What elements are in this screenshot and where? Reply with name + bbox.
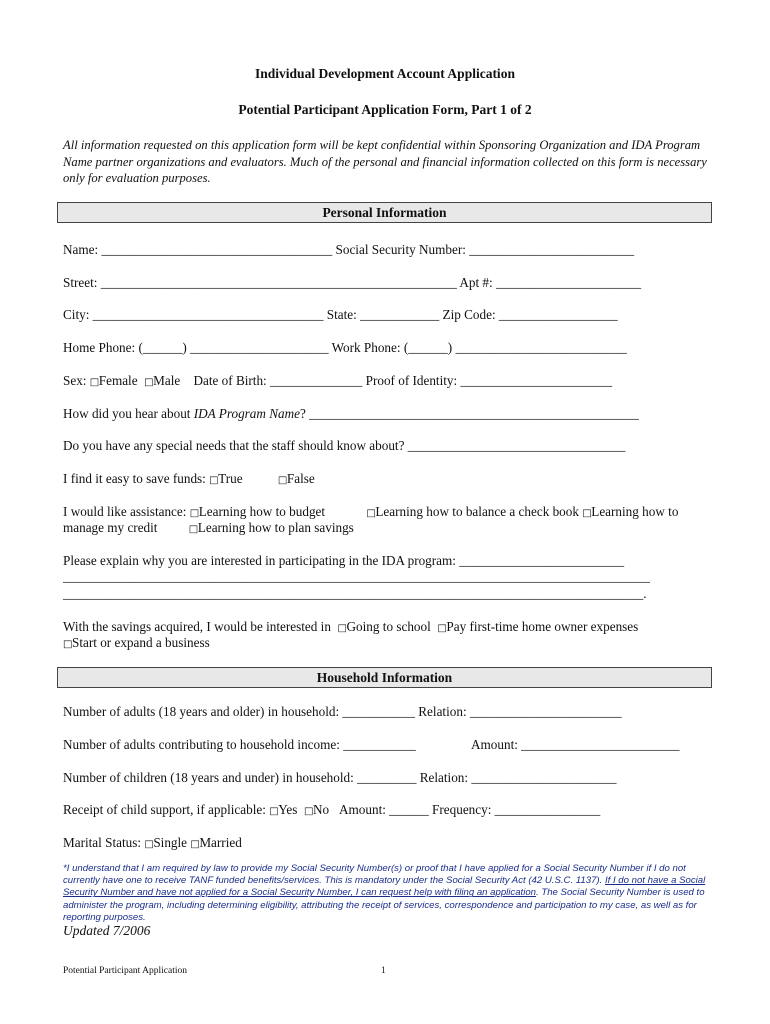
savings-interest-row-1 [63, 619, 638, 635]
marital-status-row [63, 835, 242, 851]
adults-row[interactable]: Number of adults (18 years and older) in household: ___________ Relation: _______________________ [63, 704, 622, 719]
contributing-adults-row[interactable]: Number of adults contributing to household income: ___________ [63, 737, 416, 752]
phone-row[interactable]: Home Phone: (______) _____________________ Work Phone: (______) __________________________ [63, 340, 627, 355]
support-yes-checkbox[interactable]: □ [269, 806, 279, 817]
assistance-row-1 [63, 504, 678, 520]
save-funds-row [63, 471, 315, 487]
hear-about-field[interactable]: ? __________________________________________________ [299, 406, 639, 421]
married-label: Married [199, 835, 242, 850]
household-info-heading: Household Information [57, 667, 712, 688]
save-funds-label: I find it easy to save funds: [63, 471, 206, 486]
street-apt-row[interactable]: Street: ______________________________________________________ Apt #: ______________________ [63, 275, 642, 290]
home-owner-checkbox[interactable]: □ [437, 623, 447, 634]
ssn-disclosure-footnote [63, 863, 708, 924]
explain-line-2[interactable]: _________________________________________________________________________________________ [63, 569, 650, 584]
sex-label: Sex: [63, 373, 87, 388]
support-no-checkbox[interactable]: □ [303, 806, 314, 817]
savings-interest-row-2 [63, 635, 210, 651]
save-true-checkbox[interactable]: □ [209, 475, 219, 486]
page-number: 1 [381, 966, 386, 976]
intro-paragraph: All information requested on this application form will be kept confidential within Sponsoring Organization and IDA Program Name partner organizations and evaluators. Much of the personal and financial information collected on this form is necessary only for evaluation purposes. [63, 138, 707, 185]
business-checkbox[interactable]: □ [63, 639, 73, 650]
save-true-label: True [218, 471, 243, 486]
hear-about-prefix: How did you hear about [63, 406, 194, 421]
male-label: Male [153, 373, 181, 388]
marital-label: Marital Status: [63, 835, 142, 850]
child-support-row [63, 802, 600, 818]
checkbook-checkbox[interactable]: □ [366, 508, 376, 519]
dob-proof-fields[interactable]: Date of Birth: ______________ Proof of Identity: _______________________ [193, 373, 613, 388]
sex-dob-row [63, 373, 612, 389]
support-no-label: No [312, 802, 330, 817]
female-checkbox[interactable]: □ [89, 377, 100, 388]
footnote-part-3: . The Social Security Number is used to administer the program, including determining eligibility, attributing the receipt of services, correspondence and participation to my case, as well as for reporting purposes. [63, 887, 705, 923]
assistance-label: I would like assistance: [63, 504, 187, 519]
footnote-underlined: If I do not have a Social Security Number and have not applied for a Social Security Number, I can request help with filing an application [63, 875, 706, 899]
hear-about-row[interactable] [63, 406, 639, 422]
credit-label-a: Learning how to [591, 504, 679, 519]
female-label: Female [98, 373, 138, 388]
savings-plan-checkbox[interactable]: □ [188, 524, 199, 535]
male-checkbox[interactable]: □ [144, 377, 154, 388]
school-label: Going to school [346, 619, 431, 634]
support-yes-label: Yes [278, 802, 298, 817]
updated-date: Updated 7/2006 [63, 923, 151, 938]
married-checkbox[interactable]: □ [190, 839, 200, 850]
explain-line-3[interactable]: ________________________________________________________________________________________. [63, 586, 647, 601]
savings-plan-label: Learning how to plan savings [197, 520, 354, 535]
program-name: IDA Program Name [193, 406, 300, 421]
savings-interest-label: With the savings acquired, I would be interested in [63, 619, 331, 634]
contributing-amount-field[interactable]: Amount: ________________________ [471, 737, 680, 752]
document-title: Individual Development Account Application [255, 66, 515, 81]
child-support-label: Receipt of child support, if applicable: [63, 802, 266, 817]
business-label: Start or expand a business [72, 635, 210, 650]
explain-line-1[interactable]: Please explain why you are interested in participating in the IDA program: _________________________ [63, 553, 625, 568]
checkbook-label: Learning how to balance a check book [375, 504, 579, 519]
credit-checkbox[interactable]: □ [582, 508, 592, 519]
document-subtitle: Potential Participant Application Form, Part 1 of 2 [238, 102, 532, 117]
city-state-zip-row[interactable]: City: ___________________________________ State: ____________ Zip Code: __________________ [63, 307, 618, 322]
name-ssn-row[interactable]: Name: ___________________________________ Social Security Number: _________________________ [63, 242, 635, 257]
single-label: Single [153, 835, 188, 850]
footer-label: Potential Participant Application [63, 966, 188, 976]
support-amount-frequency[interactable]: Amount: ______ Frequency: ________________ [339, 802, 601, 817]
school-checkbox[interactable]: □ [337, 623, 347, 634]
home-owner-label: Pay first-time home owner expenses [446, 619, 639, 634]
personal-info-heading: Personal Information [57, 202, 712, 223]
children-row[interactable]: Number of children (18 years and under) in household: _________ Relation: ______________________ [63, 770, 617, 785]
save-false-checkbox[interactable]: □ [277, 475, 288, 486]
credit-label-b: manage my credit [63, 520, 158, 535]
footnote-part-1: *I understand that I am required by law to provide my Social Security Number(s) or proof that I have applied for a Social Security Number if I do not currently have one to receive TANF funded benefits/services. This is mandatory under the Social Security Act (42 U.S.C. 1137). [63, 863, 686, 887]
special-needs-row[interactable]: Do you have any special needs that the staff should know about? _________________________________ [63, 438, 626, 453]
single-checkbox[interactable]: □ [144, 839, 154, 850]
budget-label: Learning how to budget [198, 504, 326, 519]
save-false-label: False [286, 471, 315, 486]
budget-checkbox[interactable]: □ [189, 508, 200, 519]
assistance-row-2 [63, 520, 354, 536]
